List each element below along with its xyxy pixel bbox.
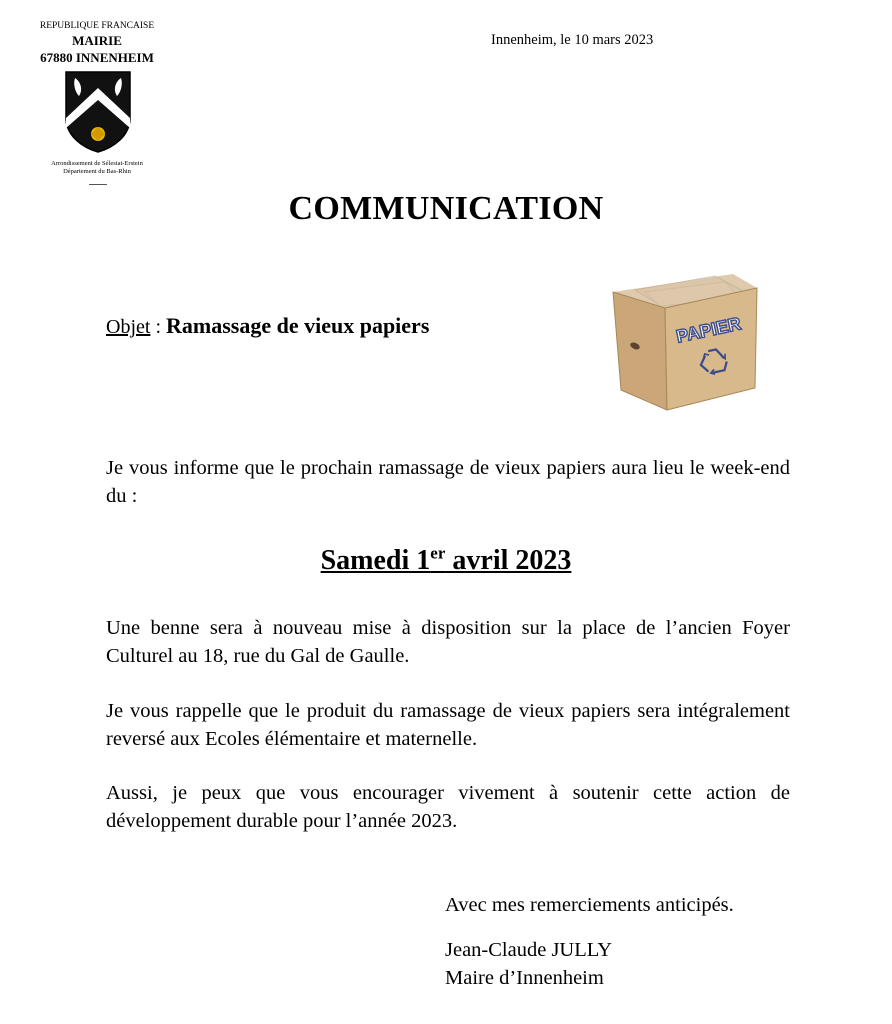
date-line: Innenheim, le 10 mars 2023 (491, 32, 654, 48)
objet-subject: Ramassage de vieux papiers (166, 313, 430, 338)
page-title: COMMUNICATION (288, 190, 604, 227)
departement-label: Département du Bas-Rhin (63, 168, 131, 175)
objet-separator: : (150, 316, 166, 338)
header-divider (89, 184, 107, 185)
closing-line: Avec mes remerciements anticipés. (445, 894, 734, 916)
signature-name: Jean-Claude JULLY (445, 939, 613, 961)
mairie-label: MAIRIE (72, 33, 122, 48)
paragraph-produit (106, 697, 790, 753)
event-date-day: Samedi 1 (320, 545, 431, 577)
intro-paragraph (106, 454, 790, 510)
event-date (0, 544, 892, 577)
objet-line (106, 313, 429, 339)
paragraph-text: Je vous rappelle que le produit du ramassage de vieux papiers sera intégralement reversé aux Ecoles élémentaire et maternelle. (106, 700, 790, 750)
objet-label: Objet (106, 316, 151, 338)
box-label: PAPIER (674, 313, 743, 347)
intro-text: Je vous informe que le prochain ramassage de vieux papiers aura lieu le week-end du : (106, 457, 790, 507)
paragraph-encouragement (106, 779, 790, 835)
mairie-address: 67880 INNENHEIM (40, 50, 154, 65)
republique-label: REPUBLIQUE FRANCAISE (39, 21, 155, 31)
arrondissement-label: Arrondissement de Sélestat-Erstein (51, 160, 143, 167)
paragraph-benne (106, 614, 790, 670)
paragraph-text: Une benne sera à nouveau mise à disposition sur la place de l’ancien Foyer Culturel au 18, rue du Gal de Gaulle. (106, 617, 790, 667)
paragraph-text: Aussi, je peux que vous encourager vivement à soutenir cette action de développement durable pour l’année 2023. (106, 782, 790, 832)
event-date-rest: avril 2023 (445, 545, 572, 577)
paper-box-image (605, 262, 765, 417)
event-date-sup: er (430, 544, 446, 563)
signature-role: Maire d’Innenheim (445, 967, 604, 989)
coat-of-arms-icon (63, 70, 133, 154)
